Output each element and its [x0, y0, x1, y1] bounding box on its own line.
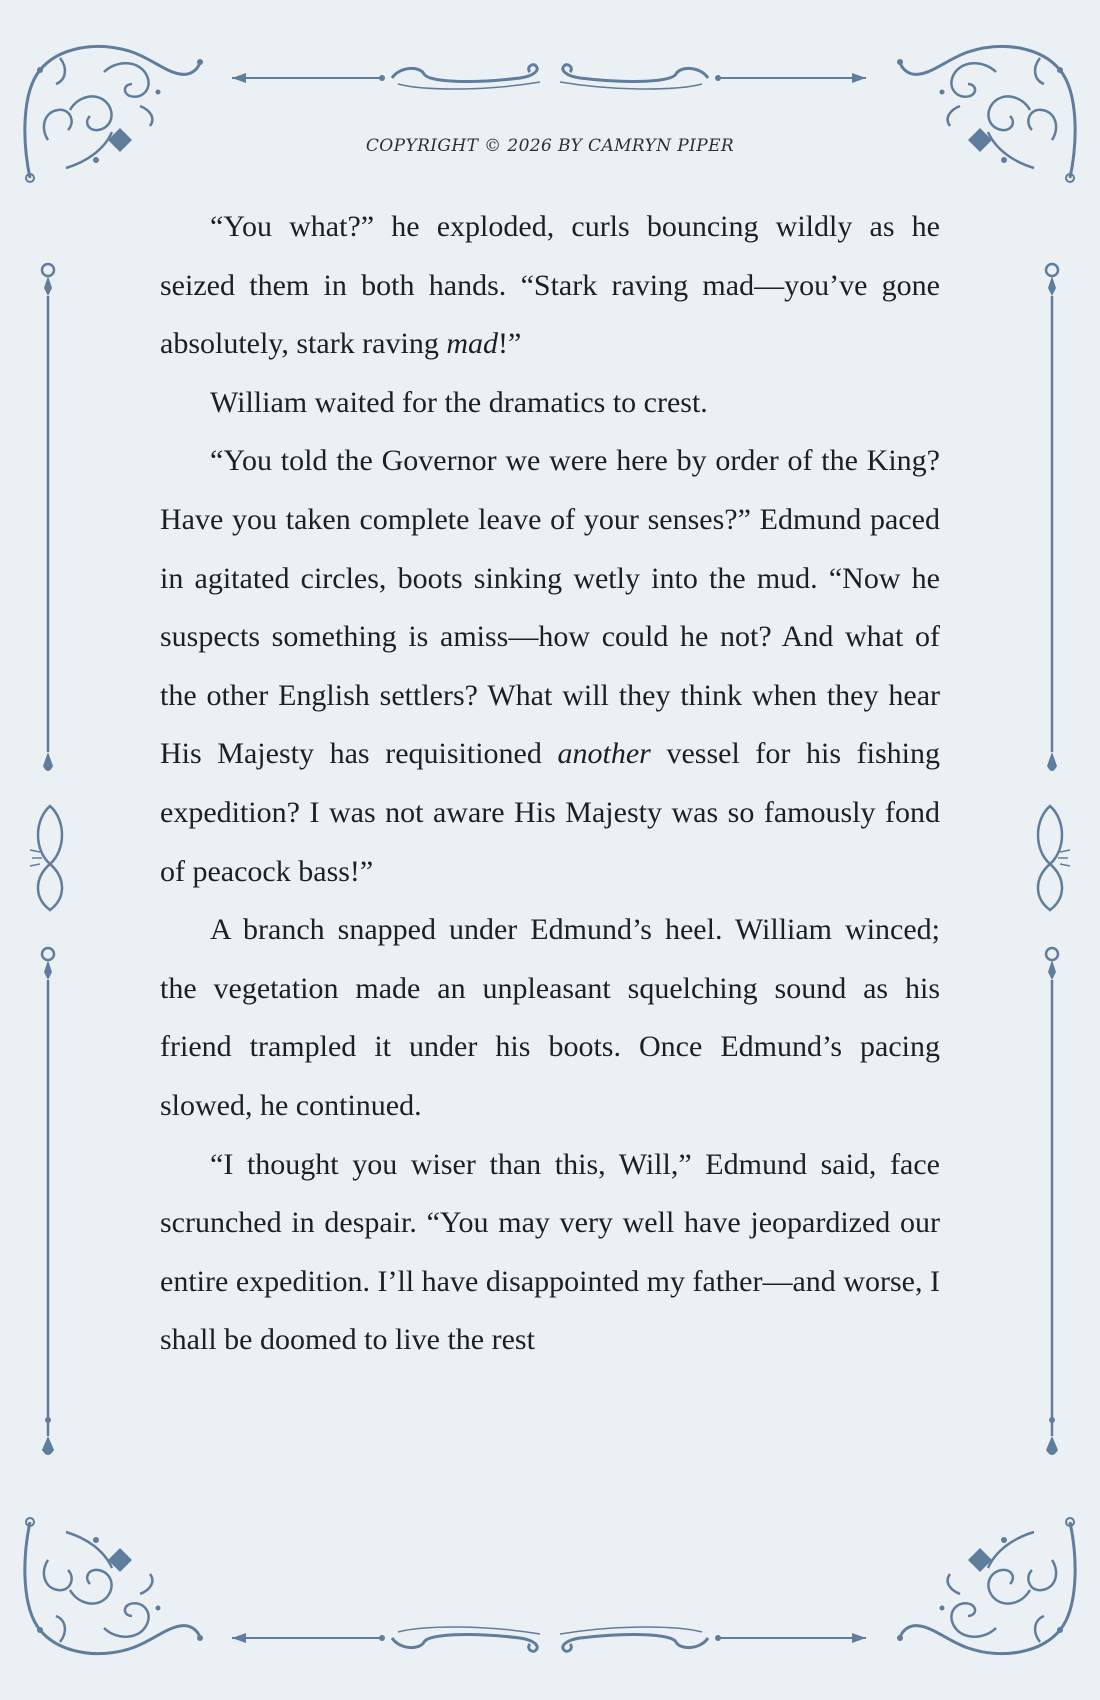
paragraph — [160, 432, 940, 901]
left-lower-rule-icon — [42, 948, 54, 1455]
story-body — [160, 198, 940, 1370]
italic-text: another — [557, 737, 651, 771]
italic-text: mad — [446, 327, 498, 361]
text-segment: “You what?” he exploded, curls bouncing wildly as he seized them in both hands. “Stark raving mad—you’ve gone absolutely, stark raving — [160, 210, 940, 361]
paragraph — [160, 901, 940, 1135]
copyright-line: COPYRIGHT © 2026 BY CAMRYN PIPER — [365, 136, 735, 156]
right-lower-rule-icon — [1046, 948, 1058, 1455]
top-border-flourish-icon — [232, 65, 866, 89]
right-upper-rule-icon — [1046, 264, 1058, 771]
text-segment: “I thought you wiser than this, Will,” Edmund said, face scrunched in despair. “You may very well have jeopardized our entire expedition. I’ll have disappointed my father—and worse, I shall be doomed to live the rest — [160, 1147, 940, 1357]
bottom-border-flourish-icon — [232, 1627, 866, 1651]
corner-bottom-left-flourish-icon — [25, 1518, 203, 1654]
text-segment: William waited for the dramatics to crest. — [210, 385, 708, 419]
corner-top-left-flourish-icon — [25, 46, 203, 182]
paragraph — [160, 374, 940, 433]
text-segment: A branch snapped under Edmund’s heel. William winced; the vegetation made an unpleasant squelching sound as his friend trampled it under his boots. Once Edmund’s pacing slowed, he continued. — [160, 913, 940, 1122]
text-segment: vessel for his fishing expedition? I was not aware His Majesty was so famously fond of peacock bass!” — [160, 737, 941, 888]
corner-bottom-right-flourish-icon — [897, 1518, 1075, 1654]
left-loop-icon — [30, 806, 62, 910]
corner-top-right-flourish-icon — [897, 46, 1075, 182]
paragraph — [160, 1136, 940, 1370]
left-upper-rule-icon — [42, 264, 54, 771]
text-segment: “You told the Governor we were here by order of the King? Have you taken complete leave of your senses?” Edmund paced in agitated circles, boots sinking wetly into the mud. “Now he suspects something is amiss—how could he not? And what of the other English settlers? What will they think when they hear His Majesty has requisitioned — [160, 444, 940, 771]
text-segment: !” — [498, 327, 522, 361]
right-loop-icon — [1038, 806, 1070, 910]
paragraph — [160, 198, 940, 374]
